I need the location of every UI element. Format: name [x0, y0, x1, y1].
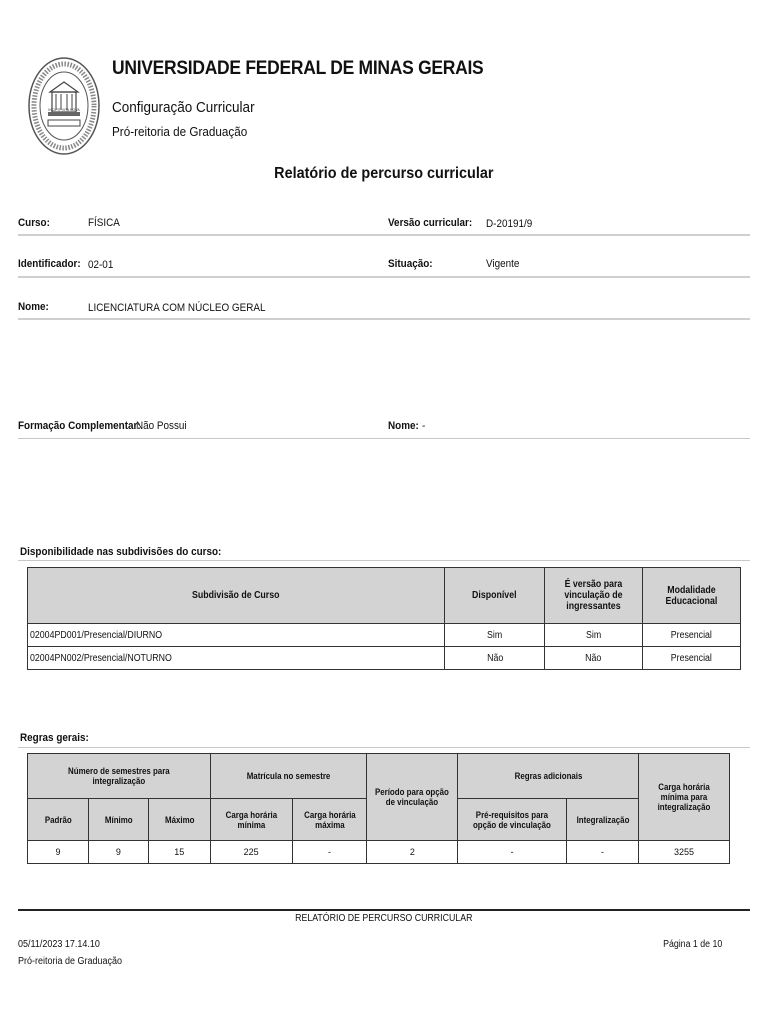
footer-divider [18, 909, 750, 911]
header-integralizacao: Integralização [567, 799, 639, 841]
cell-padrao: 9 [28, 841, 89, 864]
header-periodo: Período para opção de vinculação [367, 754, 458, 841]
header-carga-minima: Carga horária mínima [210, 799, 292, 841]
disponibilidade-title: Disponibilidade nas subdivisões do curso: [20, 546, 222, 558]
cell-carga-maxima: - [292, 841, 367, 864]
versao-label: Versão curricular: [388, 217, 473, 229]
university-seal [26, 54, 102, 158]
cell-disponivel: Sim [445, 624, 545, 647]
cell-minimo: 9 [88, 841, 148, 864]
cell-periodo: 2 [367, 841, 458, 864]
cell-disponivel: Não [445, 647, 545, 670]
footer-center: RELATÓRIO DE PERCURSO CURRICULAR [295, 913, 473, 924]
divider [18, 438, 750, 439]
regras-title: Regras gerais: [20, 732, 89, 744]
divider [18, 560, 750, 561]
versao-value: D-20191/9 [486, 218, 533, 230]
nome-label: Nome: [18, 301, 49, 313]
table-header-row [28, 568, 741, 624]
divider [18, 318, 750, 320]
situacao-label: Situação: [388, 258, 433, 270]
footer-page: Página 1 de 10 [662, 939, 722, 950]
cell-modalidade: Presencial [643, 647, 741, 670]
divider [18, 276, 750, 278]
table-row [28, 841, 730, 864]
header-subdivisao: Subdivisão de Curso [28, 568, 445, 624]
header-subtitle: Configuração Curricular [112, 99, 255, 116]
header-padrao: Padrão [28, 799, 89, 841]
identificador-label: Identificador: [18, 258, 81, 270]
seal-motto: INCIPIT VITA NOVA [48, 108, 80, 112]
cell-prerequisitos: - [458, 841, 567, 864]
table-row [28, 624, 741, 647]
cell-versao: Sim [545, 624, 643, 647]
cell-subdivisao: 02004PD001/Presencial/DIURNO [28, 624, 445, 647]
situacao-value: Vigente [486, 258, 520, 270]
nome2-value: - [422, 420, 426, 432]
header-disponivel: Disponível [445, 568, 545, 624]
table-header-row [28, 754, 730, 799]
nome-value: LICENCIATURA COM NÚCLEO GERAL [88, 302, 266, 314]
header-maximo: Máximo [148, 799, 210, 841]
header-prerequisitos: Pré-requisitos para opção de vinculação [458, 799, 567, 841]
header-carga-maxima: Carga horária máxima [292, 799, 367, 841]
curso-label: Curso: [18, 217, 50, 229]
cell-maximo: 15 [148, 841, 210, 864]
footer-department: Pró-reitoria de Graduação [18, 956, 123, 967]
cell-versao: Não [545, 647, 643, 670]
university-name: UNIVERSIDADE FEDERAL DE MINAS GERAIS [112, 58, 484, 79]
header-minimo: Mínimo [88, 799, 148, 841]
cell-carga-minima: 225 [210, 841, 292, 864]
header-carga-min-integralizacao: Carga horária mínima para integralização [639, 754, 730, 841]
table-row [28, 647, 741, 670]
formacao-value: Não Possui [136, 420, 187, 432]
divider [18, 234, 750, 236]
footer-date: 05/11/2023 17.14.10 [18, 939, 100, 950]
divider [18, 747, 750, 748]
header-versao-vinculacao: É versão para vinculação de ingressantes [545, 568, 643, 624]
cell-carga-total: 3255 [639, 841, 730, 864]
header-department: Pró-reitoria de Graduação [112, 124, 248, 139]
formacao-label: Formação Complementar: [18, 420, 141, 432]
cell-subdivisao: 02004PN002/Presencial/NOTURNO [28, 647, 445, 670]
curso-value: FÍSICA [88, 217, 120, 229]
regras-table [27, 753, 730, 864]
cell-integralizacao: - [567, 841, 639, 864]
report-title: Relatório de percurso curricular [274, 165, 494, 182]
header-modalidade: Modalidade Educacional [643, 568, 741, 624]
disponibilidade-table [27, 567, 741, 670]
header-adicionais: Regras adicionais [458, 754, 639, 799]
nome2-label: Nome: [388, 420, 419, 432]
header-semestres: Número de semestres para integralização [28, 754, 211, 799]
identificador-value: 02-01 [88, 259, 114, 271]
cell-modalidade: Presencial [643, 624, 741, 647]
header-matricula: Matrícula no semestre [210, 754, 367, 799]
